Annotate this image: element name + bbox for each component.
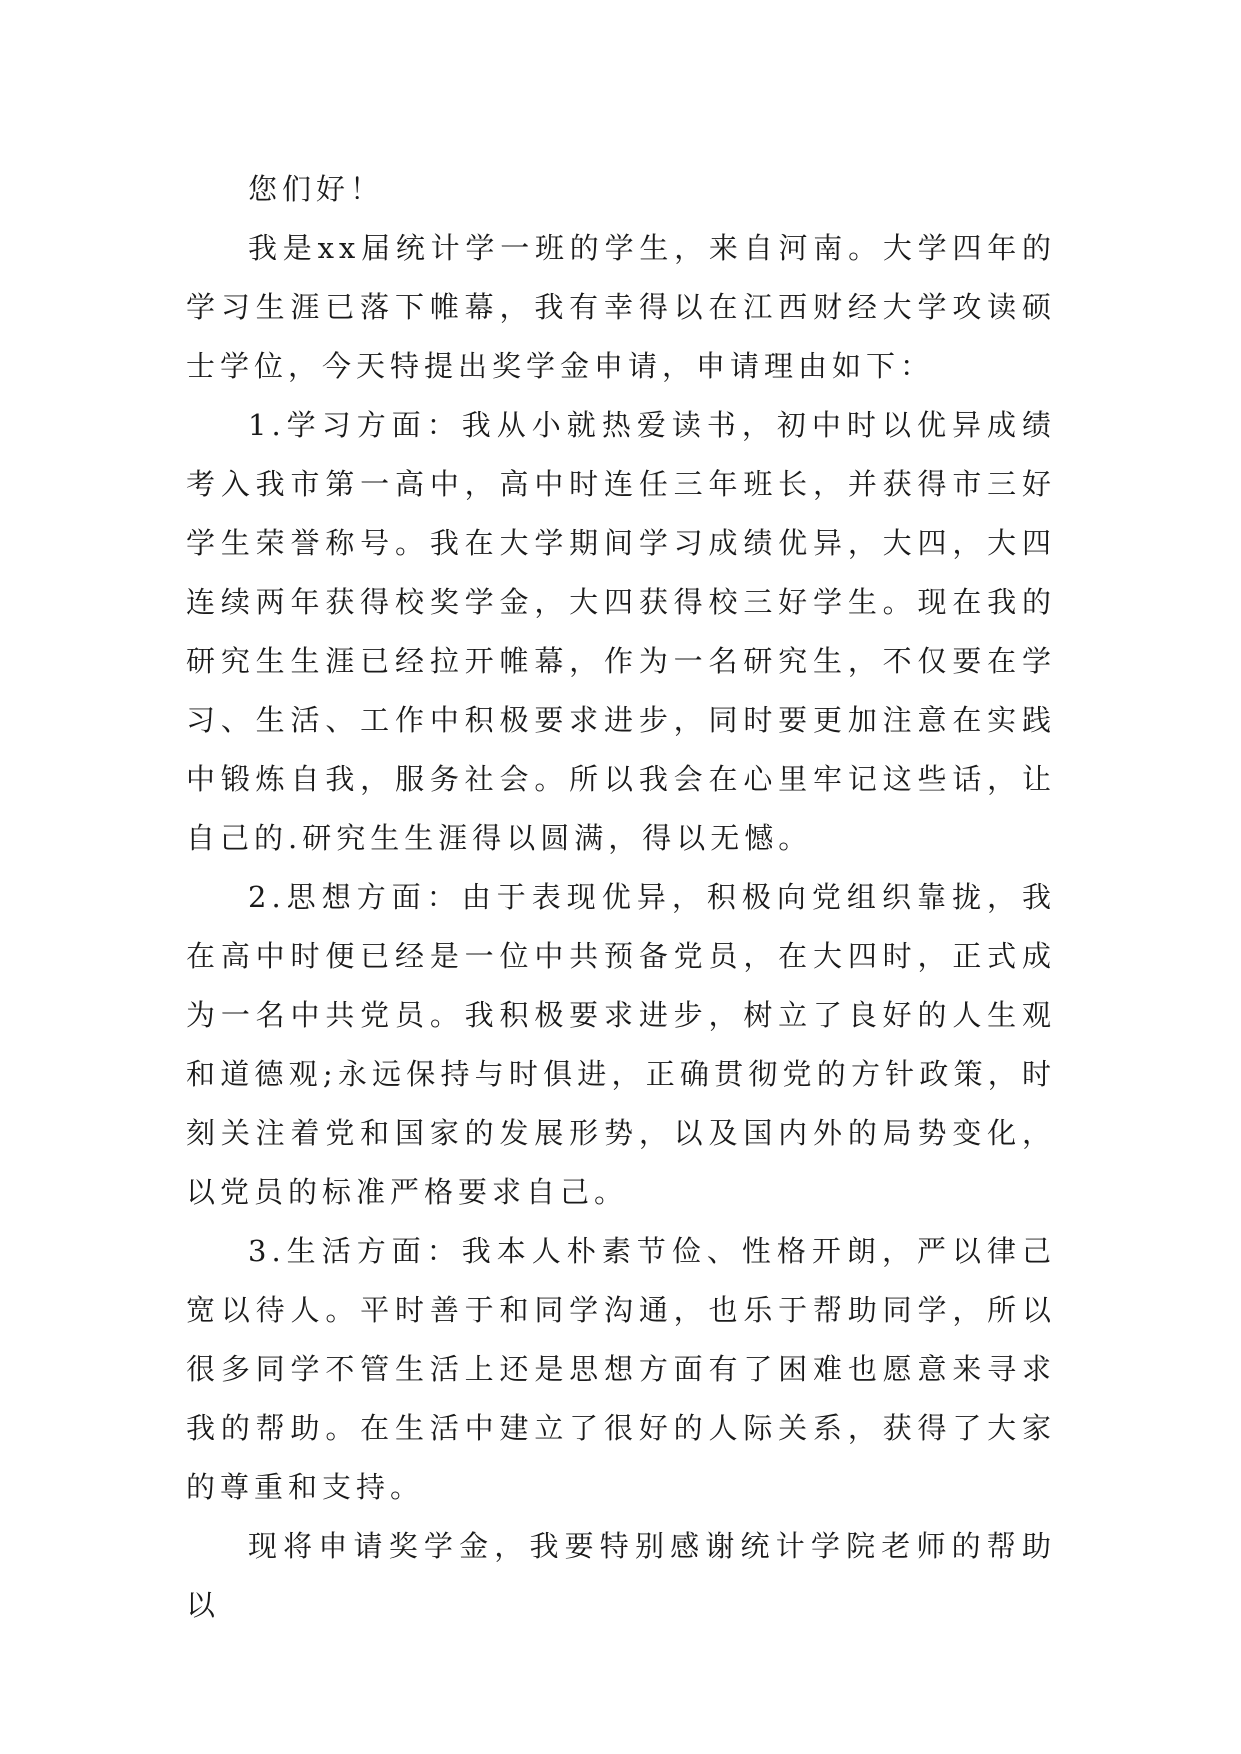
- closing-paragraph: 现将申请奖学金，我要特别感谢统计学院老师的帮助以: [186, 1529, 1056, 1622]
- letter-body: [186, 160, 1056, 1635]
- intro-paragraph: 我是xx届统计学一班的学生，来自河南。大学四年的学习生涯已落下帷幕，我有幸得以在江西财经大学攻读硕士学位，今天特提出奖学金申请，申请理由如下：: [186, 231, 1056, 383]
- life-paragraph: 3.生活方面：我本人朴素节俭、性格开朗，严以律己宽以待人。平时善于和同学沟通，也乐于帮助同学，所以很多同学不管生活上还是思想方面有了困难也愿意来寻求我的帮助。在生活中建立了很好的人际关系，获得了大家的尊重和支持。: [186, 1234, 1056, 1504]
- study-paragraph: 1.学习方面：我从小就热爱读书，初中时以优异成绩考入我市第一高中，高中时连任三年班长，并获得市三好学生荣誉称号。我在大学期间学习成绩优异，大四，大四连续两年获得校奖学金，大四获得校三好学生。现在我的研究生生涯已经拉开帷幕，作为一名研究生，不仅要在学习、生活、工作中积极要求进步，同时要更加注意在实践中锻炼自我，服务社会。所以我会在心里牢记这些话，让自己的.研究生生涯得以圆满，得以无憾。: [186, 408, 1056, 855]
- greeting-paragraph: 您们好！: [248, 172, 385, 206]
- ideology-paragraph: 2.思想方面：由于表现优异，积极向党组织靠拢，我在高中时便已经是一位中共预备党员，在大四时，正式成为一名中共党员。我积极要求进步，树立了良好的人生观和道德观;永远保持与时俱进，正确贯彻党的方针政策，时刻关注着党和国家的发展形势，以及国内外的局势变化，以党员的标准严格要求自己。: [186, 880, 1056, 1209]
